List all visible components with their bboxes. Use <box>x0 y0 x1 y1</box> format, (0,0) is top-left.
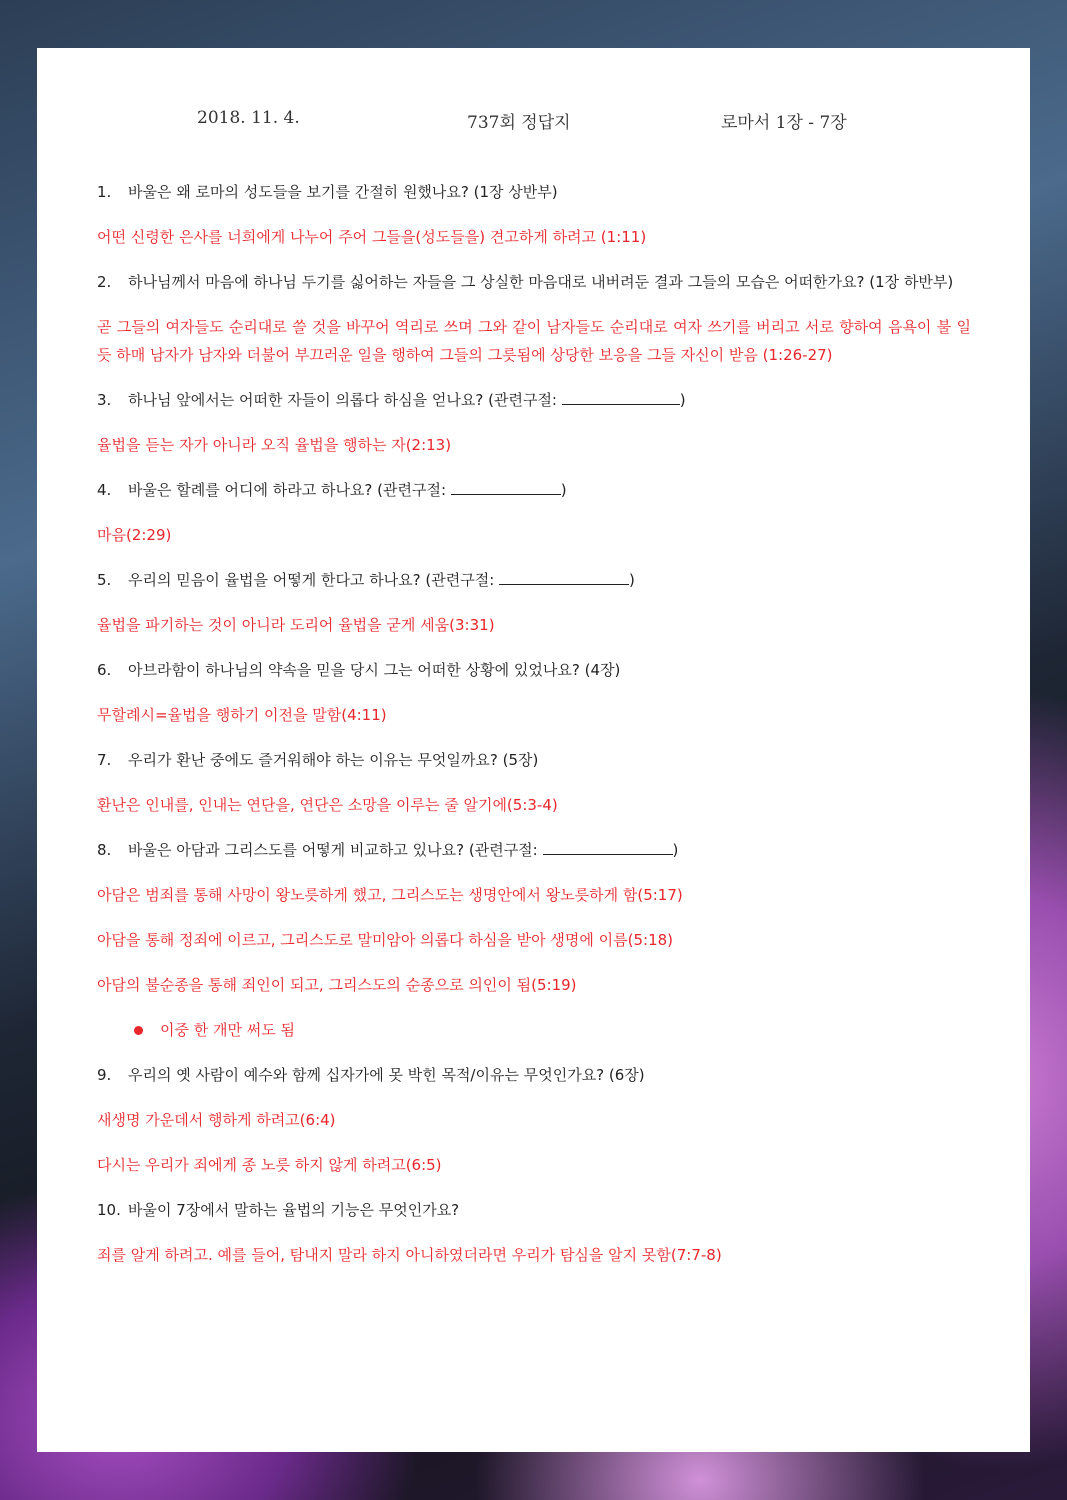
question-8 <box>97 836 971 864</box>
answer-7: 환난은 인내를, 인내는 연단을, 연단은 소망을 이루는 줄 알기에(5:3-4) <box>97 796 558 814</box>
question-text: 바울은 왜 로마의 성도들을 보기를 간절히 원했나요? (1장 상반부) <box>128 183 558 201</box>
bullet-icon <box>134 1026 143 1035</box>
answer-10: 죄를 알게 하려고. 예를 들어, 탐내지 말라 하지 아니하였더라면 우리가 탐심을 알지 못함(7:7-8) <box>97 1246 722 1264</box>
question-text <box>128 386 971 414</box>
question-number: 7. <box>97 751 112 769</box>
question-text-body: 바울은 할례를 어디에 하라고 하나요? (관련구절: <box>128 481 451 499</box>
answer-9-1: 새생명 가운데서 행하게 하려고(6:4) <box>97 1111 336 1129</box>
question-9 <box>97 1061 971 1089</box>
question-number: 8. <box>97 841 112 859</box>
reference-blank <box>543 839 673 855</box>
question-text: 우리가 환난 중에도 즐거워해야 하는 이유는 무엇일까요? (5장) <box>128 751 539 769</box>
question-close: ) <box>560 481 567 499</box>
question-text: 하나님께서 마음에 하나님 두기를 싫어하는 자들을 그 상실한 마음대로 내버려둔 결과 그들의 모습은 어떠한가요? (1장 하반부) <box>128 273 954 291</box>
question-number: 5. <box>97 571 112 589</box>
answer-sheet <box>37 48 1030 1452</box>
question-number: 3. <box>97 391 112 409</box>
question-2 <box>97 268 971 296</box>
answer-8-3: 아담의 불순종을 통해 죄인이 되고, 그리스도의 순종으로 의인이 됨(5:19) <box>97 976 577 994</box>
question-1 <box>97 178 971 206</box>
header-title: 737회 정답지 <box>467 113 571 133</box>
question-text-body: 바울은 아담과 그리스도를 어떻게 비교하고 있나요? (관련구절: <box>128 841 543 859</box>
reference-blank <box>451 479 561 495</box>
question-6 <box>97 656 971 684</box>
question-text: 아브라함이 하나님의 약속을 믿을 당시 그는 어떠한 상황에 있었나요? (4장) <box>128 661 621 679</box>
qa-list <box>97 178 971 1286</box>
question-text: 바울이 7장에서 말하는 율법의 기능은 무엇인가요? <box>128 1201 460 1219</box>
answer-8-note <box>97 1016 971 1044</box>
note-text: 이중 한 개만 써도 됨 <box>160 1021 295 1039</box>
question-4 <box>97 476 971 504</box>
answer-2: 곧 그들의 여자들도 순리대로 쓸 것을 바꾸어 역리로 쓰며 그와 같이 남자들도 순리대로 여자 쓰기를 버리고 서로 향하여 음욕이 불 일 듯 하매 남자가 남자와 더불어 부끄러운 일을 행하여 그들의 그릇됨에 상당한 보응을 그들 자신이 받음 (1:26-27) <box>97 318 971 364</box>
question-number: 9. <box>97 1066 112 1084</box>
question-number: 10. <box>97 1201 121 1219</box>
answer-6: 무할례시=율법을 행하기 이전을 말함(4:11) <box>97 706 387 724</box>
question-text: 우리의 옛 사람이 예수와 함께 십자가에 못 박힌 목적/이유는 무엇인가요? (6장) <box>128 1066 645 1084</box>
question-number: 4. <box>97 481 112 499</box>
answer-1: 어떤 신령한 은사를 너희에게 나누어 주어 그들을(성도들을) 견고하게 하려고 (1:11) <box>97 228 647 246</box>
question-3 <box>97 386 971 414</box>
header-range: 로마서 1장 - 7장 <box>721 113 847 133</box>
answer-4: 마음(2:29) <box>97 526 172 544</box>
question-text <box>128 566 971 594</box>
answer-9-2: 다시는 우리가 죄에게 종 노릇 하지 않게 하려고(6:5) <box>97 1156 442 1174</box>
question-text <box>128 476 971 504</box>
question-7 <box>97 746 971 774</box>
answer-5: 율법을 파기하는 것이 아니라 도리어 율법을 굳게 세움(3:31) <box>97 616 495 634</box>
question-number: 6. <box>97 661 112 679</box>
reference-blank <box>499 569 629 585</box>
question-5 <box>97 566 971 594</box>
reference-blank <box>562 389 680 405</box>
header-date: 2018. 11. 4. <box>197 108 300 128</box>
question-number: 1. <box>97 183 112 201</box>
question-text-body: 하나님 앞에서는 어떠한 자들이 의롭다 하심을 얻나요? (관련구절: <box>128 391 562 409</box>
question-close: ) <box>629 571 635 589</box>
question-number: 2. <box>97 273 112 291</box>
question-close: ) <box>672 841 679 859</box>
answer-8-2: 아담을 통해 정죄에 이르고, 그리스도로 말미암아 의롭다 하심을 받아 생명에 이름(5:18) <box>97 931 674 949</box>
question-text <box>128 836 971 864</box>
question-10 <box>97 1196 971 1224</box>
question-text-body: 우리의 믿음이 율법을 어떻게 한다고 하나요? (관련구절: <box>128 571 500 589</box>
answer-3: 율법을 듣는 자가 아니라 오직 율법을 행하는 자(2:13) <box>97 436 452 454</box>
question-close: ) <box>679 391 686 409</box>
answer-8-1: 아담은 범죄를 통해 사망이 왕노릇하게 했고, 그리스도는 생명안에서 왕노릇하게 함(5:17) <box>97 886 683 904</box>
